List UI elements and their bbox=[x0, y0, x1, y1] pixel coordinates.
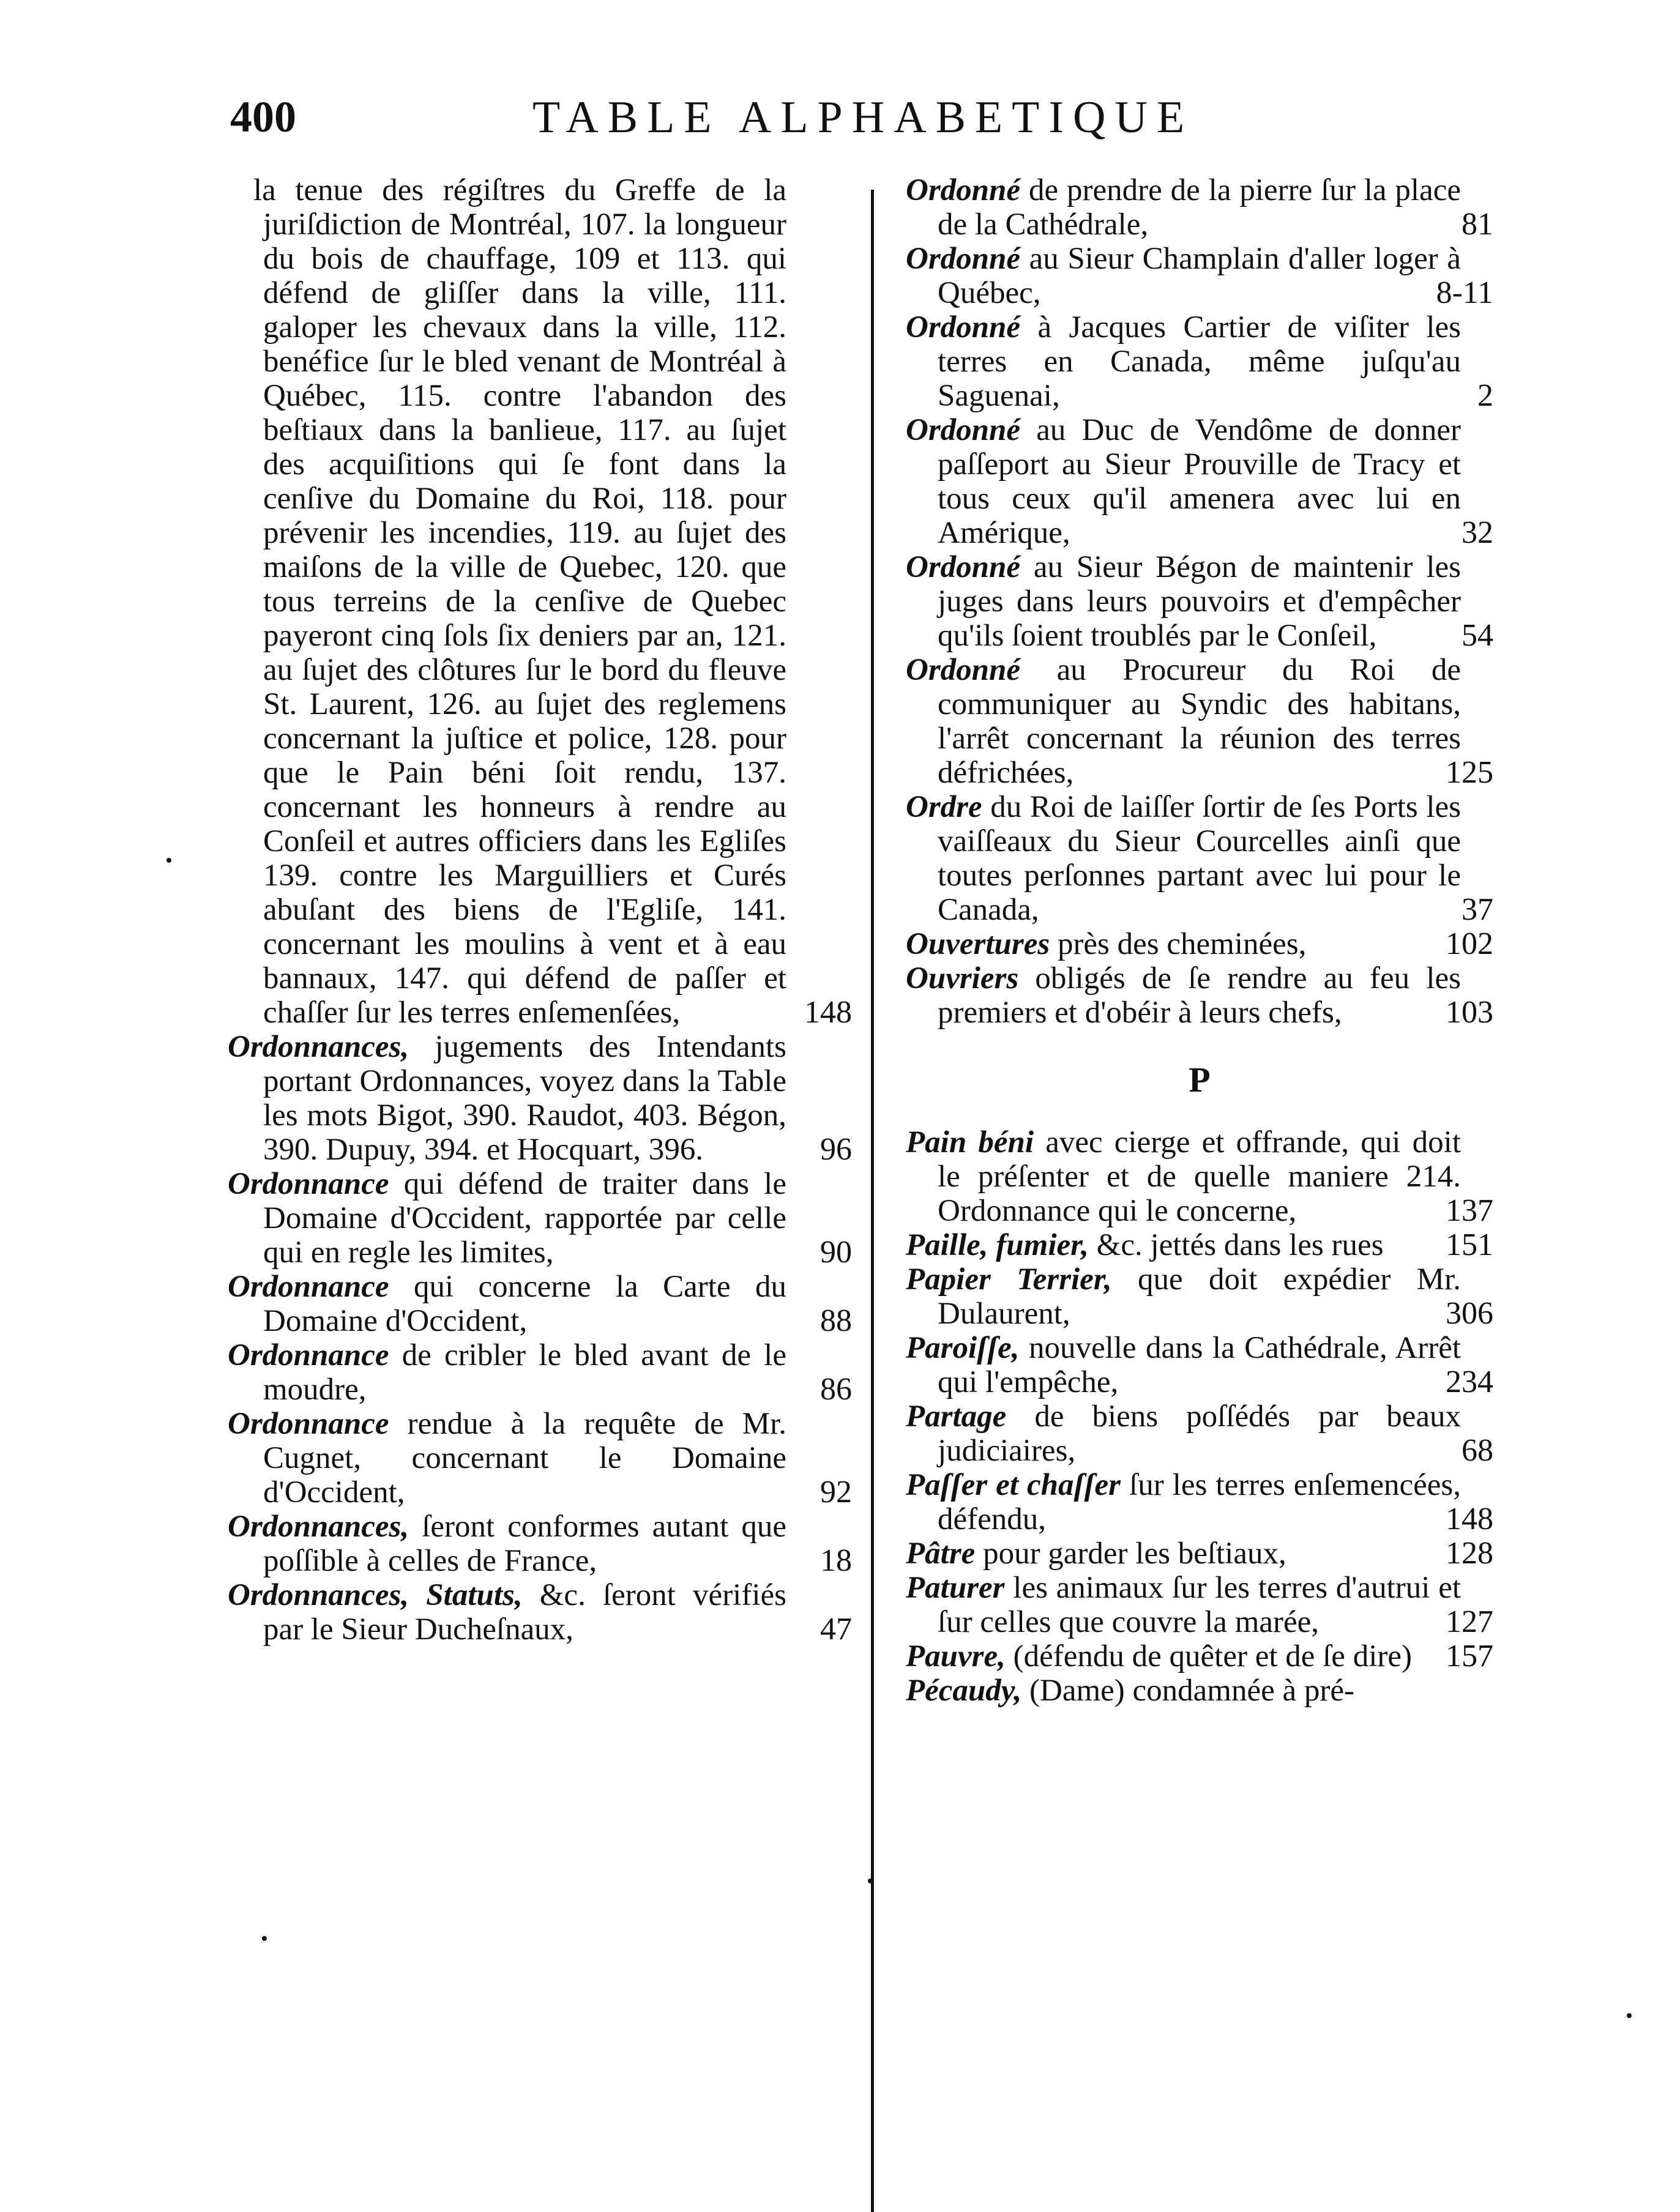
entry-headword: Ordonnances, Statuts, bbox=[228, 1578, 523, 1612]
entry-text: à Jacques Cartier de viſiter les terres en Canada, même juſqu'au Saguenai, bbox=[938, 310, 1461, 413]
entry-page-ref: 32 bbox=[1462, 515, 1493, 550]
index-entry bbox=[228, 1578, 852, 1647]
entry-headword: Papier Terrier, bbox=[906, 1262, 1112, 1297]
entry-text: au Sieur Bégon de maintenir les juges dans leurs pouvoirs et d'empêcher qu'ils ſoient troublés par le Conſeil, bbox=[938, 550, 1461, 653]
index-entry bbox=[906, 1399, 1493, 1468]
entry-page-ref: 96 bbox=[820, 1132, 852, 1167]
entry-text: &c. jettés dans les rues bbox=[1088, 1228, 1384, 1262]
entry-page-ref: 90 bbox=[820, 1235, 852, 1270]
scan-speck bbox=[166, 858, 171, 863]
index-entry bbox=[906, 790, 1493, 927]
entry-page-ref: 234 bbox=[1446, 1365, 1493, 1399]
entry-page-ref: 103 bbox=[1446, 995, 1493, 1030]
entry-text: les animaux ſur les terres d'autrui et ſur celles que couvre la marée, bbox=[938, 1571, 1461, 1639]
index-entry bbox=[906, 1125, 1493, 1228]
entry-headword: Ordonnances, bbox=[228, 1510, 409, 1544]
entry-page-ref: 54 bbox=[1462, 618, 1493, 653]
entry-headword: Ordonnance bbox=[228, 1407, 389, 1441]
index-entry bbox=[906, 310, 1493, 413]
scan-speck bbox=[1627, 2013, 1632, 2018]
entry-headword: Pain béni bbox=[906, 1125, 1034, 1160]
scan-speck bbox=[868, 1879, 873, 1883]
index-entry bbox=[228, 1270, 852, 1338]
index-entry bbox=[906, 961, 1493, 1030]
index-entry bbox=[906, 413, 1493, 550]
entry-page-ref: 151 bbox=[1446, 1227, 1493, 1262]
entry-text: au Duc de Vendôme de donner paſſeport au Sieur Prouville de Tracy et tous ceux qu'il amenera avec lui en Amérique, bbox=[938, 413, 1461, 550]
entry-headword: Ordonnance bbox=[228, 1270, 389, 1304]
entry-headword: Pécaudy, bbox=[906, 1674, 1022, 1708]
entry-headword: Ouvriers bbox=[906, 961, 1019, 996]
page-header bbox=[0, 92, 1680, 159]
entry-headword: Ordonné bbox=[906, 173, 1021, 207]
index-entry bbox=[906, 927, 1493, 961]
entry-text: du Roi de laiſſer ſortir de ſes Ports les vaiſſeaux du Sieur Courcelles ainſi que toutes perſonnes partant avec lui pour le Canada, bbox=[938, 790, 1461, 927]
entry-page-ref: 8-11 bbox=[1436, 275, 1493, 310]
right-column bbox=[906, 173, 1493, 1708]
entry-page-ref: 92 bbox=[820, 1475, 852, 1510]
index-entry bbox=[228, 1510, 852, 1578]
index-entry bbox=[906, 1468, 1493, 1536]
entry-text: (Dame) condamnée à pré- bbox=[1021, 1674, 1354, 1708]
entry-headword: Ordonné bbox=[906, 550, 1021, 584]
entry-text: ſur les terres enſemencées, défendu, bbox=[938, 1468, 1461, 1536]
entry-text: qui défend de traiter dans le Domaine d'Occident, rapportée par celle qui en regle les limites, bbox=[263, 1167, 786, 1270]
entry-text: ſeront conformes autant que poſſible à celles de France, bbox=[263, 1510, 786, 1578]
entry-headword: Ordonnance bbox=[228, 1167, 389, 1201]
entry-headword: Ouvertures bbox=[906, 927, 1050, 961]
entry-text: qui concerne la Carte du Domaine d'Occident, bbox=[263, 1270, 786, 1338]
entry-text: que doit expédier Mr. Dulaurent, bbox=[938, 1262, 1461, 1331]
index-entry bbox=[906, 1639, 1493, 1674]
entry-text: nouvelle dans la Cathédrale, Arrêt qui l'empêche, bbox=[938, 1331, 1461, 1399]
entry-headword: Pâtre bbox=[906, 1536, 976, 1571]
index-entry bbox=[906, 1571, 1493, 1639]
entry-page-ref: 2 bbox=[1477, 378, 1493, 413]
entry-headword: Ordonnance bbox=[228, 1338, 389, 1372]
entry-page-ref: 125 bbox=[1446, 755, 1493, 790]
entry-text: de biens poſſédés par beaux judiciaires, bbox=[938, 1399, 1461, 1468]
index-entry bbox=[906, 653, 1493, 790]
entry-page-ref: 47 bbox=[820, 1612, 852, 1647]
entry-page-ref: 148 bbox=[804, 995, 852, 1030]
entry-text: la tenue des régiſtres du Greffe de la juriſdiction de Montréal, 107. la longueur du bois de chauffage, 109 et 113. qui défend de gliſſer dans la ville, 111. galoper les chevaux dans la ville, 112. benéfice ſur le bled venant de Montréal à Québec, 115. contre l'abandon des beſtiaux dans la banlieue, 117. au ſujet des acquiſitions qui ſe font dans la cenſive du Domaine du Roi, 118. pour prévenir les incendies, 119. au ſujet des maiſons de la ville de Quebec, 120. que tous terreins de la cenſive de Quebec payeront cinq ſols ſix deniers par an, 121. au ſujet des clôtures ſur le bord du fleuve St. Laurent, 126. au ſujet des reglemens concernant la juſtice et police, 128. pour que le Pain béni ſoit rendu, 137. concernant les honneurs à rendre au Conſeil et autres officiers dans les Egliſes 139. contre les Marguilliers et Curés abuſant des biens de l'Egliſe, 141. concernant les moulins à vent et à eau bannaux, 147. qui défend de paſſer et chaſſer ſur les terres enſemenſées, bbox=[253, 173, 786, 1030]
entry-page-ref: 306 bbox=[1446, 1296, 1493, 1331]
index-entry bbox=[906, 242, 1493, 310]
entry-page-ref: 157 bbox=[1446, 1639, 1493, 1674]
index-entry bbox=[228, 1030, 852, 1167]
entry-headword: Ordonné bbox=[906, 653, 1021, 687]
index-entry bbox=[228, 1167, 852, 1270]
entry-text: de cribler le bled avant de le moudre, bbox=[263, 1338, 786, 1407]
entry-page-ref: 37 bbox=[1462, 892, 1493, 927]
index-entry bbox=[906, 1228, 1493, 1262]
entry-text: au Procureur du Roi de communiquer au Syndic des habitans, l'arrêt concernant la réunion des terres défrichées, bbox=[938, 653, 1461, 790]
entry-headword: Ordonné bbox=[906, 310, 1021, 344]
index-entry bbox=[906, 1331, 1493, 1399]
entry-page-ref: 102 bbox=[1446, 926, 1493, 961]
index-entry bbox=[228, 173, 852, 1030]
entry-page-ref: 148 bbox=[1446, 1502, 1493, 1536]
page-number: 400 bbox=[230, 92, 296, 141]
index-entry bbox=[906, 1674, 1493, 1708]
entry-text: pour garder les beſtiaux, bbox=[975, 1536, 1286, 1571]
index-entry bbox=[906, 173, 1493, 242]
left-column bbox=[228, 173, 852, 1647]
index-entry bbox=[906, 550, 1493, 653]
entry-text: (défendu de quêter et de ſe dire) bbox=[1005, 1639, 1412, 1674]
entry-headword: Ordonné bbox=[906, 413, 1021, 447]
entry-text: de prendre de la pierre ſur la place de la Cathédrale, bbox=[938, 173, 1461, 242]
entry-page-ref: 81 bbox=[1462, 207, 1493, 242]
index-entry bbox=[906, 1262, 1493, 1331]
index-entry bbox=[228, 1338, 852, 1407]
running-title: TABLE ALPHABETIQUE bbox=[532, 92, 1194, 143]
entry-page-ref: 86 bbox=[820, 1372, 852, 1407]
entry-headword: Paturer bbox=[906, 1571, 1005, 1605]
entry-headword: Ordonné bbox=[906, 242, 1021, 276]
entry-headword: Paroiſſe, bbox=[906, 1331, 1020, 1365]
entry-text: au Sieur Champlain d'aller loger à Québec, bbox=[938, 242, 1461, 310]
entry-headword: Ordre bbox=[906, 790, 982, 824]
entry-text: jugements des Intendants portant Ordonnances, voyez dans la Table les mots Bigot, 390. Raudot, 403. Bégon, 390. Dupuy, 394. et Hocquart, 396. bbox=[263, 1030, 786, 1167]
column-divider-rule bbox=[871, 190, 874, 2212]
entry-page-ref: 137 bbox=[1446, 1193, 1493, 1228]
entry-headword: Ordonnances, bbox=[228, 1030, 409, 1064]
entry-headword: Paille, fumier, bbox=[906, 1228, 1089, 1262]
entry-page-ref: 128 bbox=[1446, 1536, 1493, 1571]
entry-text: près des cheminées, bbox=[1050, 927, 1307, 961]
entry-headword: Paſſer et chaſſer bbox=[906, 1468, 1121, 1502]
section-letter-heading: P bbox=[1189, 1060, 1211, 1100]
entry-page-ref: 18 bbox=[820, 1543, 852, 1578]
entry-headword: Pauvre, bbox=[906, 1639, 1006, 1674]
entry-text: rendue à la requête de Mr. Cugnet, concernant le Domaine d'Occident, bbox=[263, 1407, 786, 1510]
entry-page-ref: 68 bbox=[1462, 1433, 1493, 1468]
index-entry bbox=[906, 1536, 1493, 1571]
entry-page-ref: 88 bbox=[820, 1303, 852, 1338]
index-entry bbox=[228, 1407, 852, 1510]
entry-headword: Partage bbox=[906, 1399, 1007, 1434]
entry-page-ref: 127 bbox=[1446, 1604, 1493, 1639]
entry-text: avec cierge et offrande, qui doit le préſenter et de quelle maniere 214. Ordonnance qui le concerne, bbox=[938, 1125, 1461, 1228]
entry-text: &c. ſeront vérifiés par le Sieur Ducheſnaux, bbox=[263, 1578, 786, 1647]
entry-text: obligés de ſe rendre au feu les premiers et d'obéir à leurs chefs, bbox=[938, 961, 1461, 1030]
scan-speck bbox=[262, 1936, 267, 1941]
